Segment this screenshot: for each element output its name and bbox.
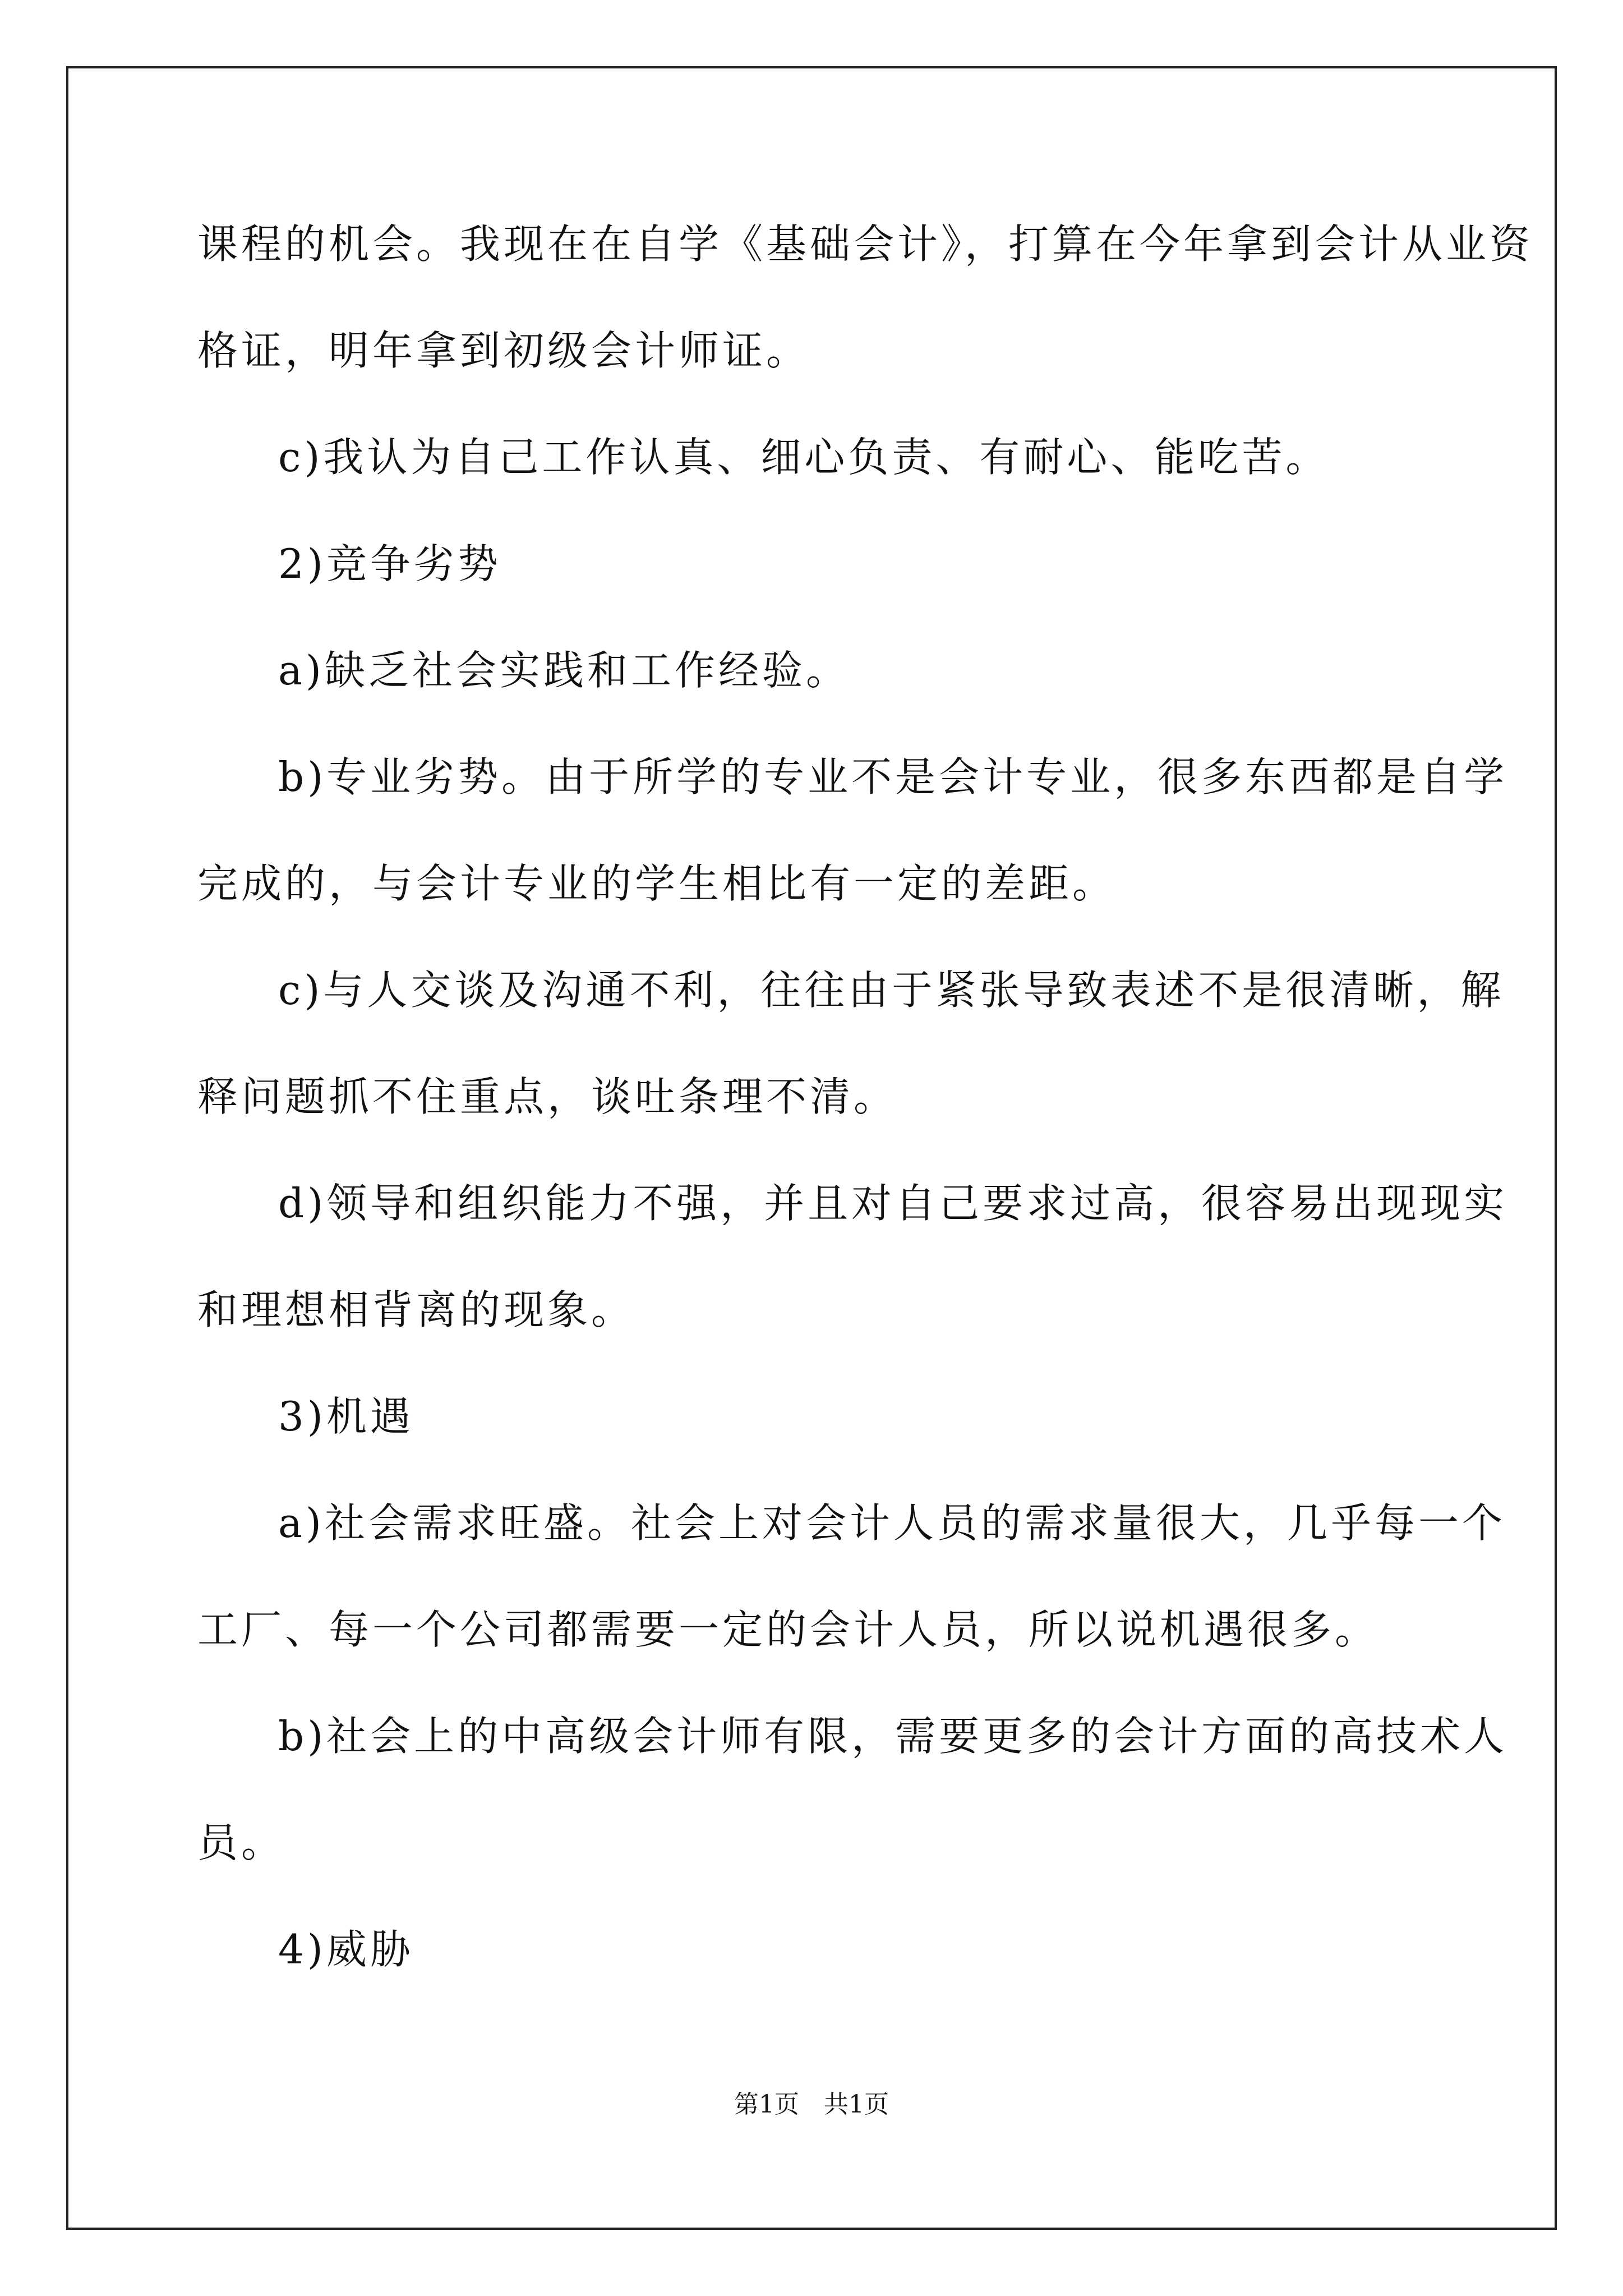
text-line: 员。 <box>197 1819 285 1866</box>
text-line: b)专业劣势。由于所学的专业不是会计专业，很多东西都是自学 <box>278 753 1508 800</box>
text-line: 格证，明年拿到初级会计师证。 <box>197 327 810 374</box>
text-line: 和理想相背离的现象。 <box>197 1286 635 1333</box>
text-line: c)我认为自己工作认真、细心负责、有耐心、能吃苦。 <box>278 434 1330 481</box>
text-line: a)缺乏社会实践和工作经验。 <box>278 647 850 694</box>
page-number: 第1页 共1页 <box>734 2090 889 2119</box>
text-line: a)社会需求旺盛。社会上对会计人员的需求量很大，几乎每一个 <box>278 1499 1506 1547</box>
text-line: c)与人交谈及沟通不利，往往由于紧张导致表述不是很清晰，解 <box>278 967 1505 1014</box>
text-line: 释问题抓不住重点，谈吐条理不清。 <box>197 1073 898 1120</box>
text-line: 课程的机会。我现在在自学《基础会计》，打算在今年拿到会计从业资 <box>197 220 1534 268</box>
section-heading: 3)机遇 <box>278 1393 414 1440</box>
section-heading: 2)竞争劣势 <box>278 540 501 587</box>
text-line: b)社会上的中高级会计师有限，需要更多的会计方面的高技术人 <box>278 1713 1508 1760</box>
page-border <box>66 66 1557 2230</box>
section-heading: 4)威胁 <box>278 1926 414 1973</box>
text-line: 完成的，与会计专业的学生相比有一定的差距。 <box>197 860 1117 907</box>
text-line: 工厂、每一个公司都需要一定的会计人员，所以说机遇很多。 <box>197 1606 1379 1653</box>
text-line: d)领导和组织能力不强，并且对自己要求过高，很容易出现现实 <box>278 1180 1508 1227</box>
